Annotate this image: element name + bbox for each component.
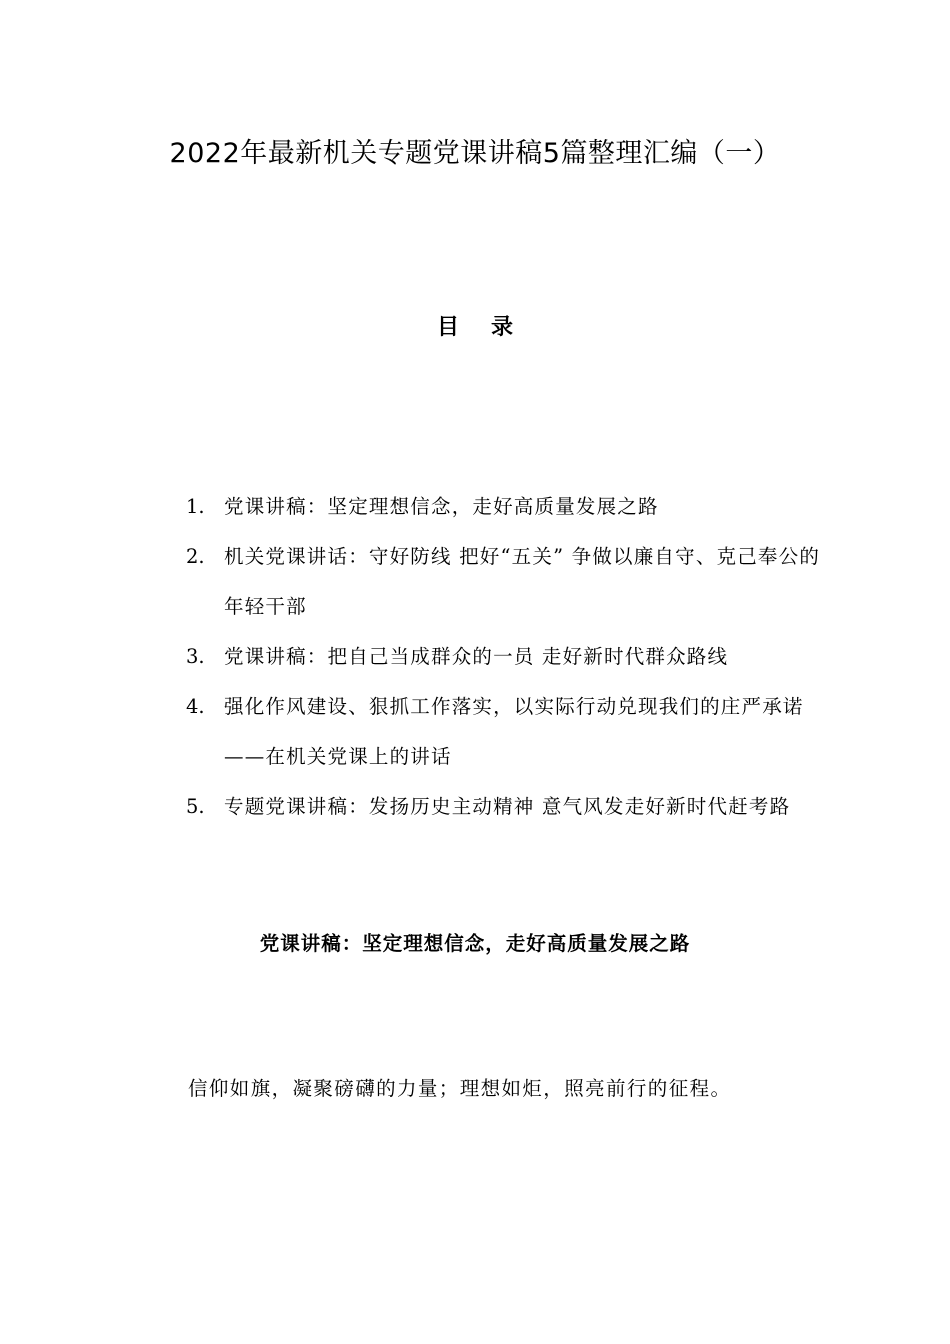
toc-item xyxy=(186,632,826,682)
toc-item xyxy=(186,782,826,832)
document-title: 2022年最新机关专题党课讲稿5篇整理汇编（一） xyxy=(169,138,781,169)
toc-item xyxy=(186,482,826,532)
toc-item-text: 机关党课讲话：守好防线 把好“五关” 争做以廉自守、克己奉公的年轻干部 xyxy=(224,545,821,618)
toc-item-text: 党课讲稿：把自己当成群众的一员 走好新时代群众路线 xyxy=(224,645,729,668)
toc-item-text: 强化作风建设、狠抓工作落实，以实际行动兑现我们的庄严承诺——在机关党课上的讲话 xyxy=(224,695,804,768)
table-of-contents xyxy=(186,482,826,832)
toc-item-number: 3. xyxy=(186,645,205,668)
toc-item xyxy=(186,682,826,782)
toc-item-number: 2. xyxy=(186,545,205,568)
toc-item-number: 5. xyxy=(186,795,205,818)
toc-item xyxy=(186,532,826,632)
section-title: 党课讲稿：坚定理想信念，走好高质量发展之路 xyxy=(259,932,691,955)
toc-item-number: 4. xyxy=(186,695,205,718)
toc-item-number: 1. xyxy=(186,495,205,518)
toc-item-text: 专题党课讲稿：发扬历史主动精神 意气风发走好新时代赶考路 xyxy=(224,795,791,818)
toc-heading: 目录 xyxy=(436,314,545,340)
toc-item-text: 党课讲稿：坚定理想信念，走好高质量发展之路 xyxy=(224,495,659,518)
body-paragraph: 信仰如旗，凝聚磅礴的力量；理想如炬，照亮前行的征程。 xyxy=(188,1077,732,1100)
